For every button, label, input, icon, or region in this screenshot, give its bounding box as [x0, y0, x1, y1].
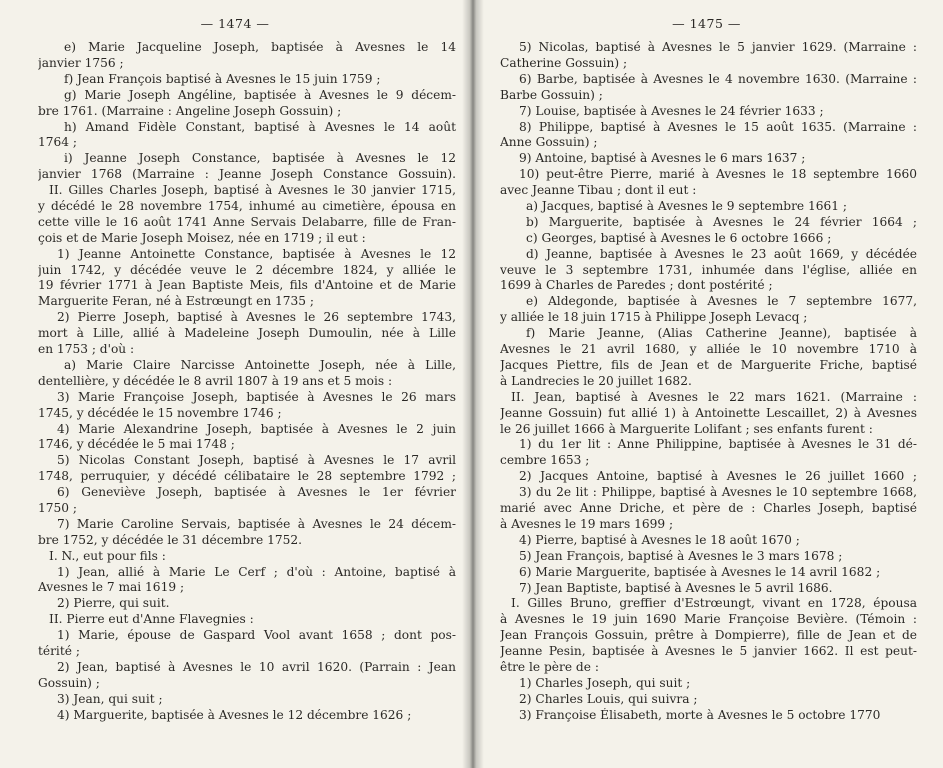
text-line: 8) Philippe, baptisé à Avesnes le 15 août 1635. (Marraine : — [519, 119, 917, 134]
text-line: bre 1761. (Marraine : Angeline Joseph Gossuin) ; — [38, 103, 342, 118]
text-line: cembre 1653 ; — [500, 453, 590, 468]
text-line: 2) Jean, baptisé à Avesnes le 10 avril 1620. (Parrain : Jean — [57, 660, 456, 674]
right-page-text — [500, 40, 917, 724]
text-line: 10) peut-être Pierre, marié à Avesnes le 18 septembre 1660 — [519, 167, 917, 182]
text-line: 1) Jean, allié à Marie Le Cerf ; d'où : Antoine, baptisé à — [57, 564, 456, 579]
text-line: Jeanne Pesin, baptisée à Avesnes le 5 janvier 1662. Il est peut- — [500, 644, 917, 659]
text-line: Avesnes le 7 mai 1619 ; — [38, 580, 185, 595]
text-line: mort à Lille, allié à Madeleine Joseph Dumoulin, née à Lille — [38, 326, 456, 341]
text-line: 1) Jeanne Antoinette Constance, baptisée à Avesnes le 12 — [57, 246, 456, 261]
text-line: b) Marguerite, baptisée à Avesnes le 24 février 1664 ; — [526, 214, 917, 229]
text-line: avec Jeanne Tibau ; dont il eut : — [500, 183, 697, 198]
text-line: cette ville le 16 août 1741 Anne Servais Delabarre, fille de Fran- — [38, 214, 456, 229]
text-line: le 26 juillet 1666 à Marguerite Lolifant ; ses enfants furent : — [500, 421, 873, 436]
text-line: 9) Antoine, baptisé à Avesnes le 6 mars 1637 ; — [519, 151, 806, 166]
text-line: térité ; — [38, 644, 80, 659]
text-line: 4) Marie Alexandrine Joseph, baptisée à Avesnes le 2 juin — [57, 421, 456, 436]
text-line: I. N., eut pour fils : — [49, 548, 166, 563]
text-line: i) Jeanne Joseph Constance, baptisée à Avesnes le 12 — [64, 151, 456, 166]
text-line: c) Georges, baptisé à Avesnes le 6 octobre 1666 ; — [526, 230, 832, 245]
text-line: 3) Françoise Élisabeth, morte à Avesnes le 5 octobre 1770 — [519, 707, 881, 722]
text-line: f) Jean François baptisé à Avesnes le 15 juin 1759 ; — [64, 71, 381, 86]
text-line: 2) Pierre, qui suit. — [57, 596, 170, 611]
text-line: 7) Marie Caroline Servais, baptisée à Avesnes le 24 décem- — [57, 516, 456, 531]
text-line: h) Amand Fidèle Constant, baptisé à Avesnes le 14 août — [64, 119, 456, 134]
text-line: 6) Geneviève Joseph, baptisée à Avesnes le 1er février — [57, 485, 456, 500]
text-line: 1748, perruquier, y décédé célibataire le 28 septembre 1792 ; — [38, 469, 456, 484]
text-line: 2) Charles Louis, qui suivra ; — [519, 691, 698, 706]
text-line: 4) Pierre, baptisé à Avesnes le 18 août 1670 ; — [519, 532, 800, 547]
text-line: II. Jean, baptisé à Avesnes le 22 mars 1621. (Marraine : — [511, 389, 917, 404]
text-line: 1764 ; — [38, 135, 77, 150]
text-line: a) Marie Claire Narcisse Antoinette Joseph, née à Lille, — [64, 357, 456, 372]
text-line: f) Marie Jeanne, (Alias Catherine Jeanne), baptisée à — [526, 326, 917, 341]
text-line: 5) Nicolas, baptisé à Avesnes le 5 janvier 1629. (Marraine : — [519, 40, 917, 54]
right-page-number: — 1475 — — [672, 16, 741, 31]
text-line: 2) Pierre Joseph, baptisé à Avesnes le 26 septembre 1743, — [57, 310, 456, 325]
text-line: 1) du 1er lit : Anne Philippine, baptisée à Avesnes le 31 dé- — [519, 437, 917, 452]
text-line: e) Aldegonde, baptisée à Avesnes le 7 septembre 1677, — [526, 294, 917, 309]
text-line: a) Jacques, baptisé à Avesnes le 9 septembre 1661 ; — [526, 199, 847, 213]
left-page — [0, 0, 470, 768]
text-line: 4) Marguerite, baptisée à Avesnes le 12 décembre 1626 ; — [57, 707, 412, 722]
text-line: Jacques Piettre, fils de Jean et de Marguerite Friche, baptisé — [500, 357, 917, 372]
text-line: 3) Marie Françoise Joseph, baptisée à Avesnes le 26 mars — [57, 389, 456, 404]
text-line: 1699 à Charles de Paredes ; dont postérité ; — [500, 278, 773, 293]
text-line: Jeanne Gossuin) fut allié 1) à Antoinette Lescaillet, 2) à Avesnes — [500, 405, 917, 420]
text-line: y alliée le 18 juin 1715 à Philippe Joseph Levacq ; — [500, 310, 808, 325]
text-line: à Avesnes le 19 mars 1699 ; — [500, 516, 674, 531]
text-line: II. Gilles Charles Joseph, baptisé à Avesnes le 30 janvier 1715, — [49, 183, 456, 198]
left-page-text — [38, 40, 456, 724]
text-line: juin 1742, y décédée veuve le 2 décembre 1824, y alliée le — [38, 262, 456, 277]
text-line: d) Jeanne, baptisée à Avesnes le 23 août 1669, y décédée — [526, 246, 917, 261]
text-line: janvier 1768 (Marraine : Jeanne Joseph Constance Gossuin). — [38, 167, 456, 182]
text-line: 1750 ; — [38, 500, 77, 515]
right-page — [470, 0, 943, 768]
text-line: y décédé le 28 novembre 1754, inhumé au cimetière, épousa en — [38, 198, 456, 213]
text-line: 1) Marie, épouse de Gaspard Vool avant 1658 ; dont pos- — [57, 628, 456, 643]
text-line: 7) Jean Baptiste, baptisé à Avesnes le 5 avril 1686. — [519, 580, 833, 595]
text-line: 3) Jean, qui suit ; — [57, 691, 163, 706]
text-line: Anne Gossuin) ; — [500, 135, 598, 150]
text-line: à Avesnes le 19 juin 1690 Marie Françoise Bevière. (Témoin : — [500, 612, 917, 627]
text-line: 3) du 2e lit : Philippe, baptisé à Avesnes le 10 septembre 1668, — [519, 485, 917, 500]
text-line: 7) Louise, baptisée à Avesnes le 24 février 1633 ; — [519, 103, 824, 118]
text-line: I. Gilles Bruno, greffier d'Estrœungt, vivant en 1728, épousa — [511, 596, 917, 611]
left-page-number: — 1474 — — [200, 16, 270, 31]
text-line: e) Marie Jacqueline Joseph, baptisée à Avesnes le 14 — [64, 40, 456, 54]
text-line: Catherine Gossuin) ; — [500, 55, 628, 70]
text-line: 2) Jacques Antoine, baptisé à Avesnes le 26 juillet 1660 ; — [519, 469, 917, 484]
text-line: à Landrecies le 20 juillet 1682. — [500, 373, 692, 388]
text-line: veuve le 3 septembre 1731, inhumée dans l'église, alliée en — [500, 262, 917, 277]
text-line: janvier 1756 ; — [38, 55, 124, 70]
text-line: 6) Barbe, baptisée à Avesnes le 4 novembre 1630. (Marraine : — [519, 71, 917, 86]
text-line: marié avec Anne Driche, et père de : Charles Joseph, baptisé — [500, 501, 917, 516]
text-line: bre 1752, y décédée le 31 décembre 1752. — [38, 532, 302, 547]
text-line: çois et de Marie Joseph Moisez, née en 1719 ; il eut : — [38, 230, 366, 245]
text-line: Gossuin) ; — [38, 675, 100, 690]
text-line: 5) Jean François, baptisé à Avesnes le 3 mars 1678 ; — [519, 548, 843, 563]
text-line: Jean François Gossuin, prêtre à Dompierre), fille de Jean et de — [500, 628, 917, 643]
text-line: 1746, y décédée le 5 mai 1748 ; — [38, 437, 235, 452]
text-line: 6) Marie Marguerite, baptisée à Avesnes le 14 avril 1682 ; — [519, 564, 881, 579]
text-line: g) Marie Joseph Angéline, baptisée à Avesnes le 9 décem- — [64, 87, 456, 102]
text-line: Barbe Gossuin) ; — [500, 87, 603, 102]
text-line: être le père de : — [500, 660, 599, 675]
text-line: 1745, y décédée le 15 novembre 1746 ; — [38, 405, 282, 420]
text-line: en 1753 ; d'où : — [38, 342, 135, 357]
text-line: 5) Nicolas Constant Joseph, baptisé à Avesnes le 17 avril — [57, 453, 456, 468]
text-line: 1) Charles Joseph, qui suit ; — [519, 675, 691, 690]
text-line: II. Pierre eut d'Anne Flavegnies : — [49, 612, 254, 627]
text-line: Avesnes le 21 avril 1680, y alliée le 10 novembre 1710 à — [500, 342, 917, 357]
text-line: 19 février 1771 à Jean Baptiste Meis, fils d'Antoine et de Marie — [38, 278, 456, 293]
text-line: dentellière, y décédée le 8 avril 1807 à 19 ans et 5 mois : — [38, 373, 393, 388]
text-line: Marguerite Feran, né à Estrœungt en 1735 ; — [38, 294, 315, 309]
